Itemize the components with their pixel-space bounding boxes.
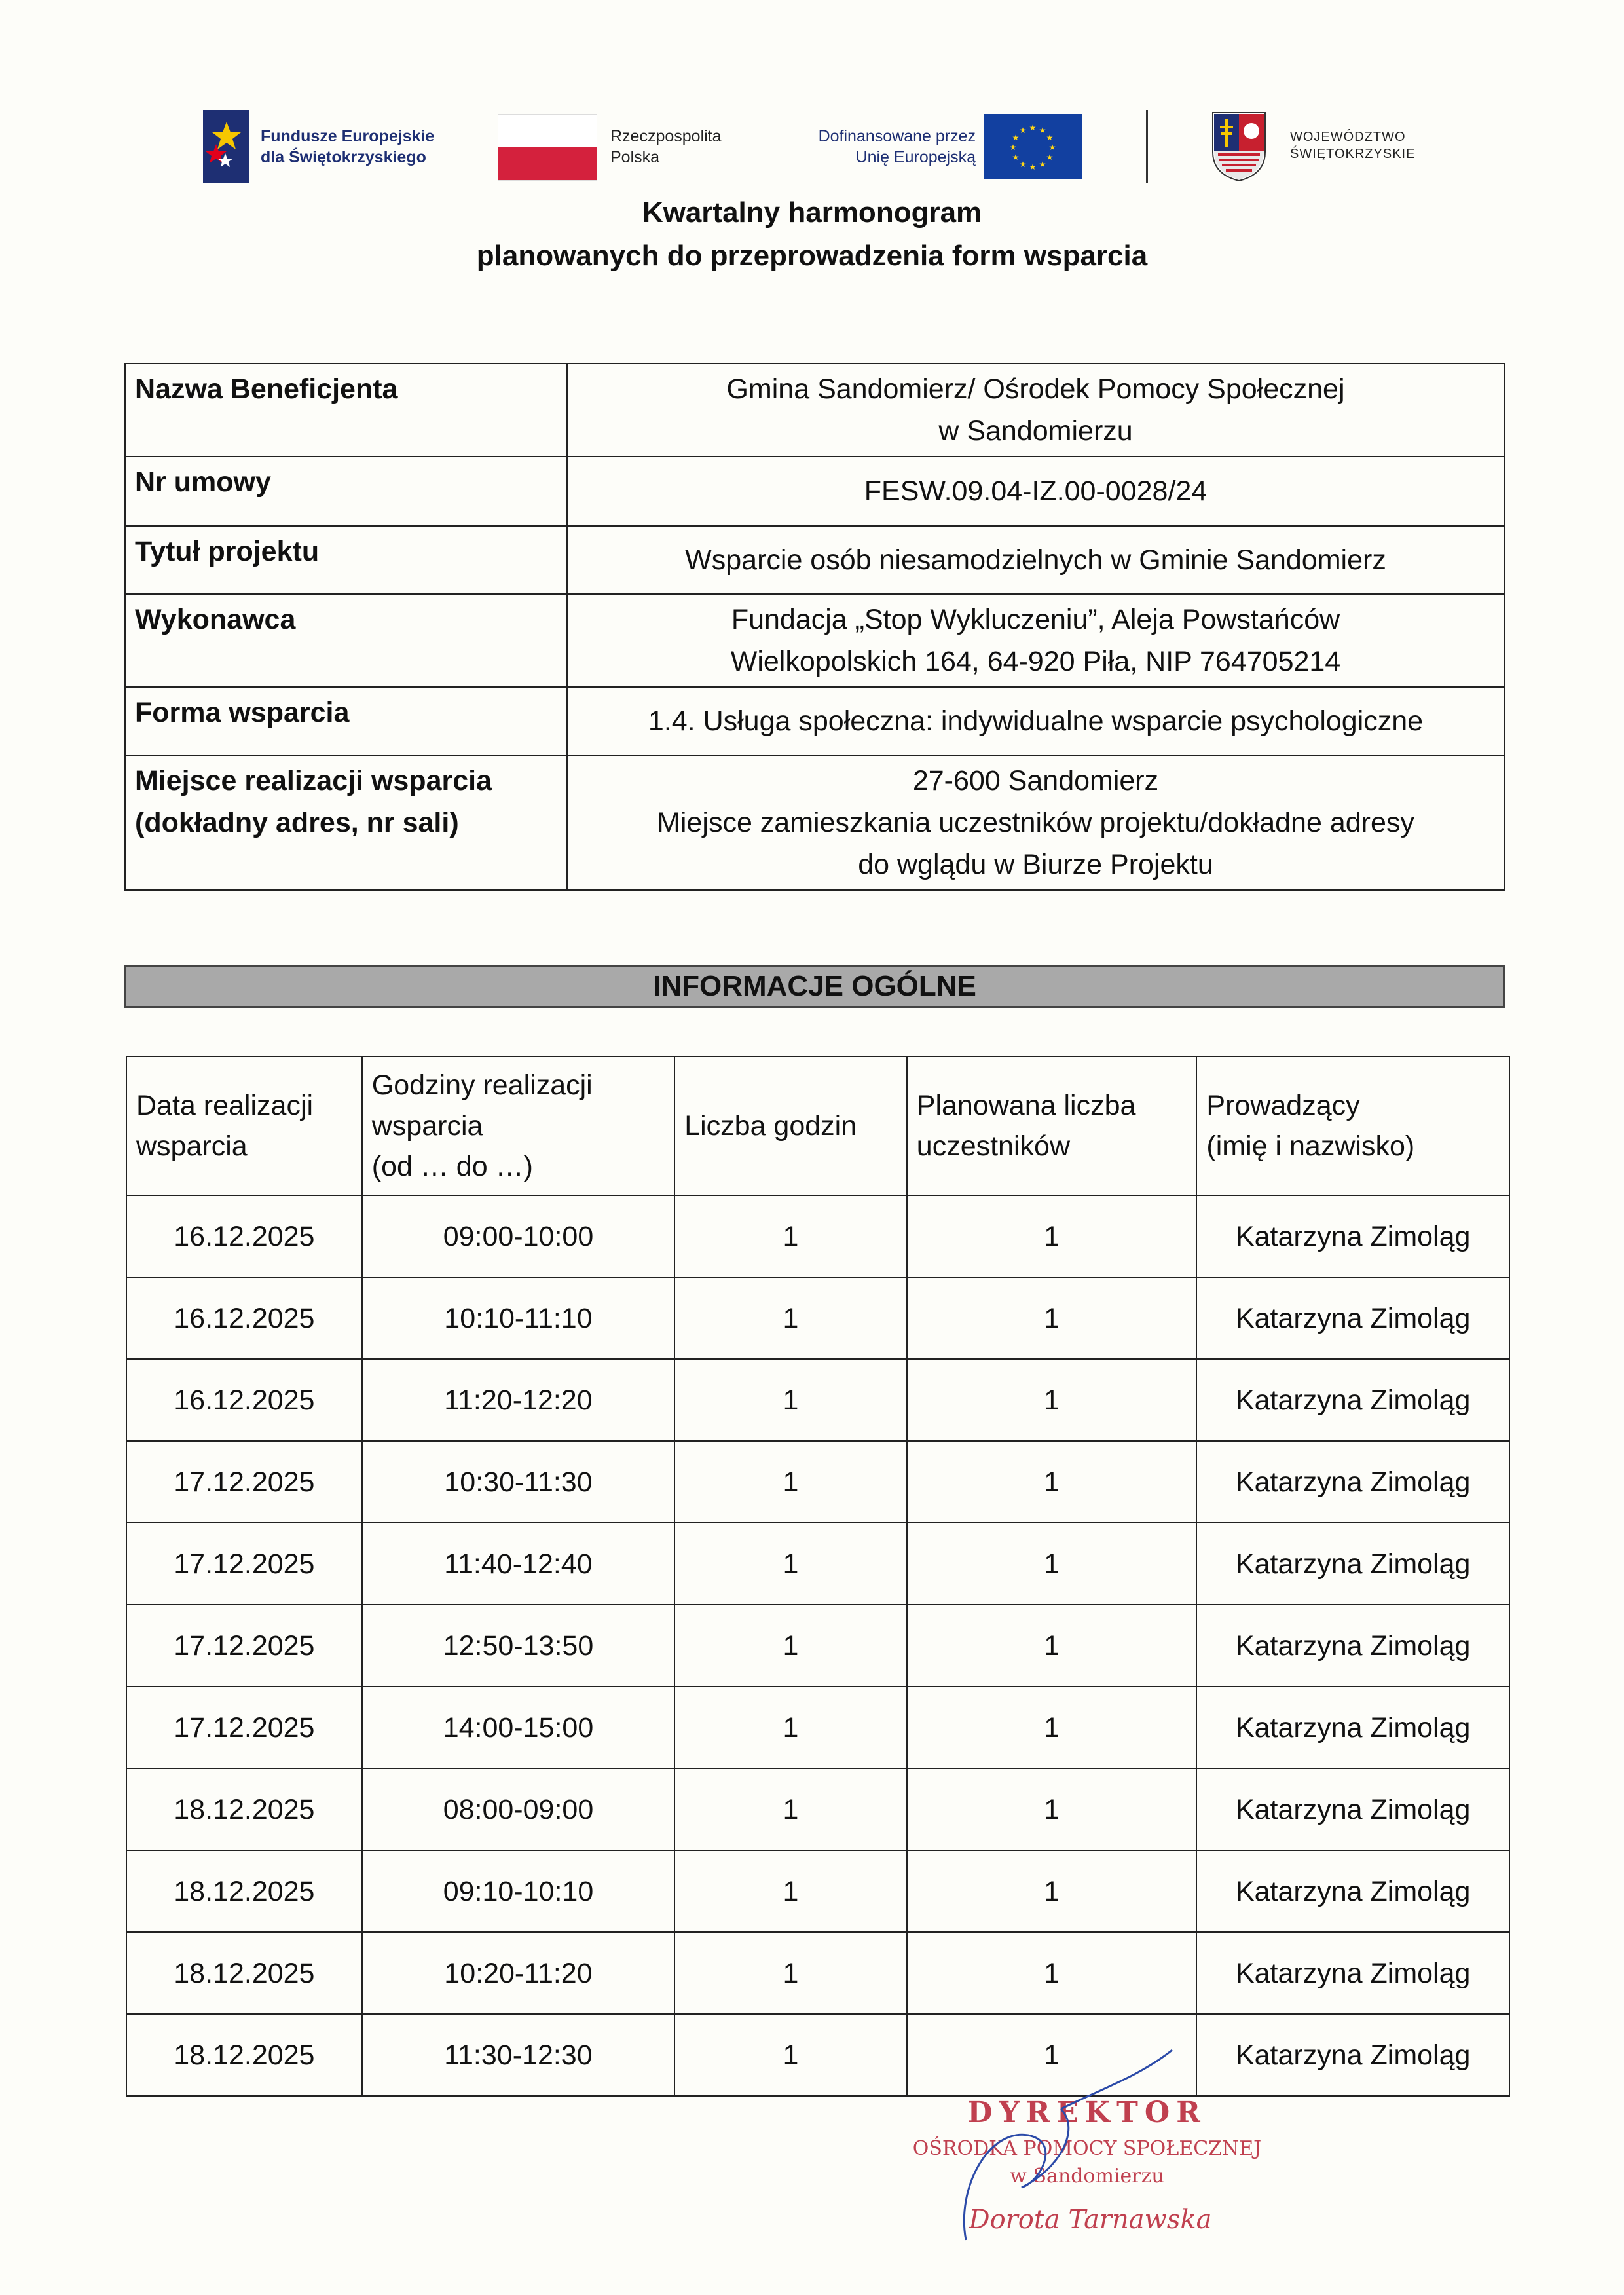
info-row	[125, 755, 1504, 890]
row-hours: 10:10-11:10	[362, 1277, 674, 1359]
row-participants: 1	[907, 2014, 1197, 2096]
info-label: Forma wsparcia	[125, 687, 567, 755]
info-value: Wsparcie osób niesamodzielnych w Gminie Sandomierz	[567, 526, 1504, 594]
row-participants: 1	[907, 1277, 1197, 1359]
row-leader: Katarzyna Zimoląg	[1196, 1441, 1509, 1523]
document-subtitle: planowanych do przeprowadzenia form wsparcia	[476, 240, 1148, 272]
svg-text:★: ★	[1009, 143, 1017, 152]
info-label: Nazwa Beneficjenta	[125, 364, 567, 457]
stamp-institution: OŚRODKA POMOCY SPOŁECZNEJ	[912, 2137, 1262, 2160]
row-participants: 1	[907, 1605, 1197, 1687]
stamp-title: DYREKTOR	[967, 2096, 1207, 2129]
row-hour-count: 1	[674, 1441, 907, 1523]
wojewodztwo-text: WOJEWÓDZTWO ŚWIĘTOKRZYSKIE	[1290, 130, 1416, 161]
table-row	[126, 1277, 1509, 1359]
table-row	[126, 1687, 1509, 1768]
schedule-header-row	[126, 1056, 1509, 1195]
row-leader: Katarzyna Zimoląg	[1196, 1687, 1509, 1768]
row-hour-count: 1	[674, 1932, 907, 2014]
director-stamp	[864, 2024, 1297, 2247]
row-hour-count: 1	[674, 1523, 907, 1605]
row-date: 16.12.2025	[126, 1277, 362, 1359]
table-row	[126, 1195, 1509, 1277]
row-leader: Katarzyna Zimoląg	[1196, 1850, 1509, 1932]
row-hours: 09:10-10:10	[362, 1850, 674, 1932]
row-participants: 1	[907, 1932, 1197, 2014]
row-leader: Katarzyna Zimoląg	[1196, 1523, 1509, 1605]
row-hours: 11:20-12:20	[362, 1359, 674, 1441]
svg-text:★: ★	[1048, 143, 1056, 152]
fe-logo-text: Fundusze Europejskie dla Świętokrzyskiego	[261, 127, 435, 166]
table-row	[126, 1359, 1509, 1441]
header-hours: Godziny realizacji wsparcia (od … do …)	[362, 1056, 674, 1195]
row-hour-count: 1	[674, 1359, 907, 1441]
row-date: 17.12.2025	[126, 1605, 362, 1687]
row-leader: Katarzyna Zimoląg	[1196, 1359, 1509, 1441]
row-hour-count: 1	[674, 2014, 907, 2096]
row-date: 16.12.2025	[126, 1359, 362, 1441]
fundusze-europejskie-logo	[203, 110, 249, 183]
row-participants: 1	[907, 1687, 1197, 1768]
svg-text:★: ★	[1012, 153, 1020, 162]
row-hours: 09:00-10:00	[362, 1195, 674, 1277]
table-row	[126, 1932, 1509, 2014]
row-hours: 12:50-13:50	[362, 1605, 674, 1687]
ue-text: Dofinansowane przez Unię Europejską	[818, 127, 976, 166]
row-participants: 1	[907, 1850, 1197, 1932]
row-leader: Katarzyna Zimoląg	[1196, 1195, 1509, 1277]
table-row	[126, 1605, 1509, 1687]
row-leader: Katarzyna Zimoląg	[1196, 1768, 1509, 1850]
svg-text:★: ★	[1046, 153, 1054, 162]
svg-text:★: ★	[1046, 133, 1054, 142]
poland-flag	[498, 114, 597, 181]
row-hours: 14:00-15:00	[362, 1687, 674, 1768]
info-row	[125, 364, 1504, 457]
stamp-name: Dorota Tarnawska	[969, 2205, 1212, 2235]
row-date: 18.12.2025	[126, 1932, 362, 2014]
row-hours: 08:00-09:00	[362, 1768, 674, 1850]
info-label: Nr umowy	[125, 457, 567, 526]
row-hours: 10:30-11:30	[362, 1441, 674, 1523]
row-hours: 11:30-12:30	[362, 2014, 674, 2096]
row-date: 17.12.2025	[126, 1687, 362, 1768]
info-value: 1.4. Usługa społeczna: indywidualne wsparcie psychologiczne	[567, 687, 1504, 755]
info-row	[125, 594, 1504, 687]
header-hour-count: Liczba godzin	[674, 1056, 907, 1195]
row-hour-count: 1	[674, 1687, 907, 1768]
svg-text:★: ★	[1039, 126, 1046, 135]
rp-text: Rzeczpospolita Polska	[610, 127, 722, 166]
table-row	[126, 1768, 1509, 1850]
row-date: 17.12.2025	[126, 1441, 362, 1523]
logo-separator	[1146, 110, 1148, 183]
table-row	[126, 1850, 1509, 1932]
eu-flag-icon	[984, 114, 1082, 179]
row-date: 16.12.2025	[126, 1195, 362, 1277]
info-row	[125, 526, 1504, 594]
row-hours: 10:20-11:20	[362, 1932, 674, 2014]
header-participants: Planowana liczba uczestników	[907, 1056, 1197, 1195]
svg-text:★: ★	[1029, 123, 1037, 132]
logo-bar	[203, 110, 1434, 189]
svg-text:★: ★	[1019, 126, 1027, 135]
row-hour-count: 1	[674, 1850, 907, 1932]
table-row	[126, 2014, 1509, 2096]
row-date: 17.12.2025	[126, 1523, 362, 1605]
row-date: 18.12.2025	[126, 1850, 362, 1932]
svg-text:★: ★	[1039, 160, 1046, 169]
row-hour-count: 1	[674, 1605, 907, 1687]
table-row	[126, 1523, 1509, 1605]
project-info-table	[124, 363, 1505, 891]
row-date: 18.12.2025	[126, 2014, 362, 2096]
coat-of-arms-icon	[1211, 111, 1266, 182]
row-participants: 1	[907, 1768, 1197, 1850]
svg-text:★: ★	[1012, 133, 1020, 142]
info-label: Tytuł projektu	[125, 526, 567, 594]
info-value: Fundacja „Stop Wykluczeniu”, Aleja Powstańców Wielkopolskich 164, 64-920 Piła, NIP 764705214	[567, 594, 1504, 687]
header-leader: Prowadzący (imię i nazwisko)	[1196, 1056, 1509, 1195]
document-title: Kwartalny harmonogram	[642, 196, 982, 229]
info-value: FESW.09.04-IZ.00-0028/24	[567, 457, 1504, 526]
row-leader: Katarzyna Zimoląg	[1196, 2014, 1509, 2096]
row-hour-count: 1	[674, 1768, 907, 1850]
row-leader: Katarzyna Zimoląg	[1196, 1277, 1509, 1359]
svg-text:★: ★	[1029, 162, 1037, 172]
info-value: Gmina Sandomierz/ Ośrodek Pomocy Społecznej w Sandomierzu	[567, 364, 1504, 457]
stamp-city: w Sandomierzu	[1010, 2165, 1164, 2188]
table-row	[126, 1441, 1509, 1523]
svg-text:★: ★	[1019, 160, 1027, 169]
row-date: 18.12.2025	[126, 1768, 362, 1850]
row-participants: 1	[907, 1195, 1197, 1277]
info-row	[125, 457, 1504, 526]
row-hour-count: 1	[674, 1195, 907, 1277]
info-row	[125, 687, 1504, 755]
schedule-table	[126, 1056, 1510, 2097]
header-date: Data realizacji wsparcia	[126, 1056, 362, 1195]
row-leader: Katarzyna Zimoląg	[1196, 1605, 1509, 1687]
row-participants: 1	[907, 1523, 1197, 1605]
info-value: 27-600 Sandomierz Miejsce zamieszkania uczestników projektu/dokładne adresy do wglądu w Biurze Projektu	[567, 755, 1504, 890]
row-hour-count: 1	[674, 1277, 907, 1359]
info-label: Miejsce realizacji wsparcia (dokładny adres, nr sali)	[125, 755, 567, 890]
row-participants: 1	[907, 1441, 1197, 1523]
row-hours: 11:40-12:40	[362, 1523, 674, 1605]
info-label: Wykonawca	[125, 594, 567, 687]
section-header: INFORMACJE OGÓLNE	[124, 965, 1505, 1008]
row-participants: 1	[907, 1359, 1197, 1441]
row-leader: Katarzyna Zimoląg	[1196, 1932, 1509, 2014]
